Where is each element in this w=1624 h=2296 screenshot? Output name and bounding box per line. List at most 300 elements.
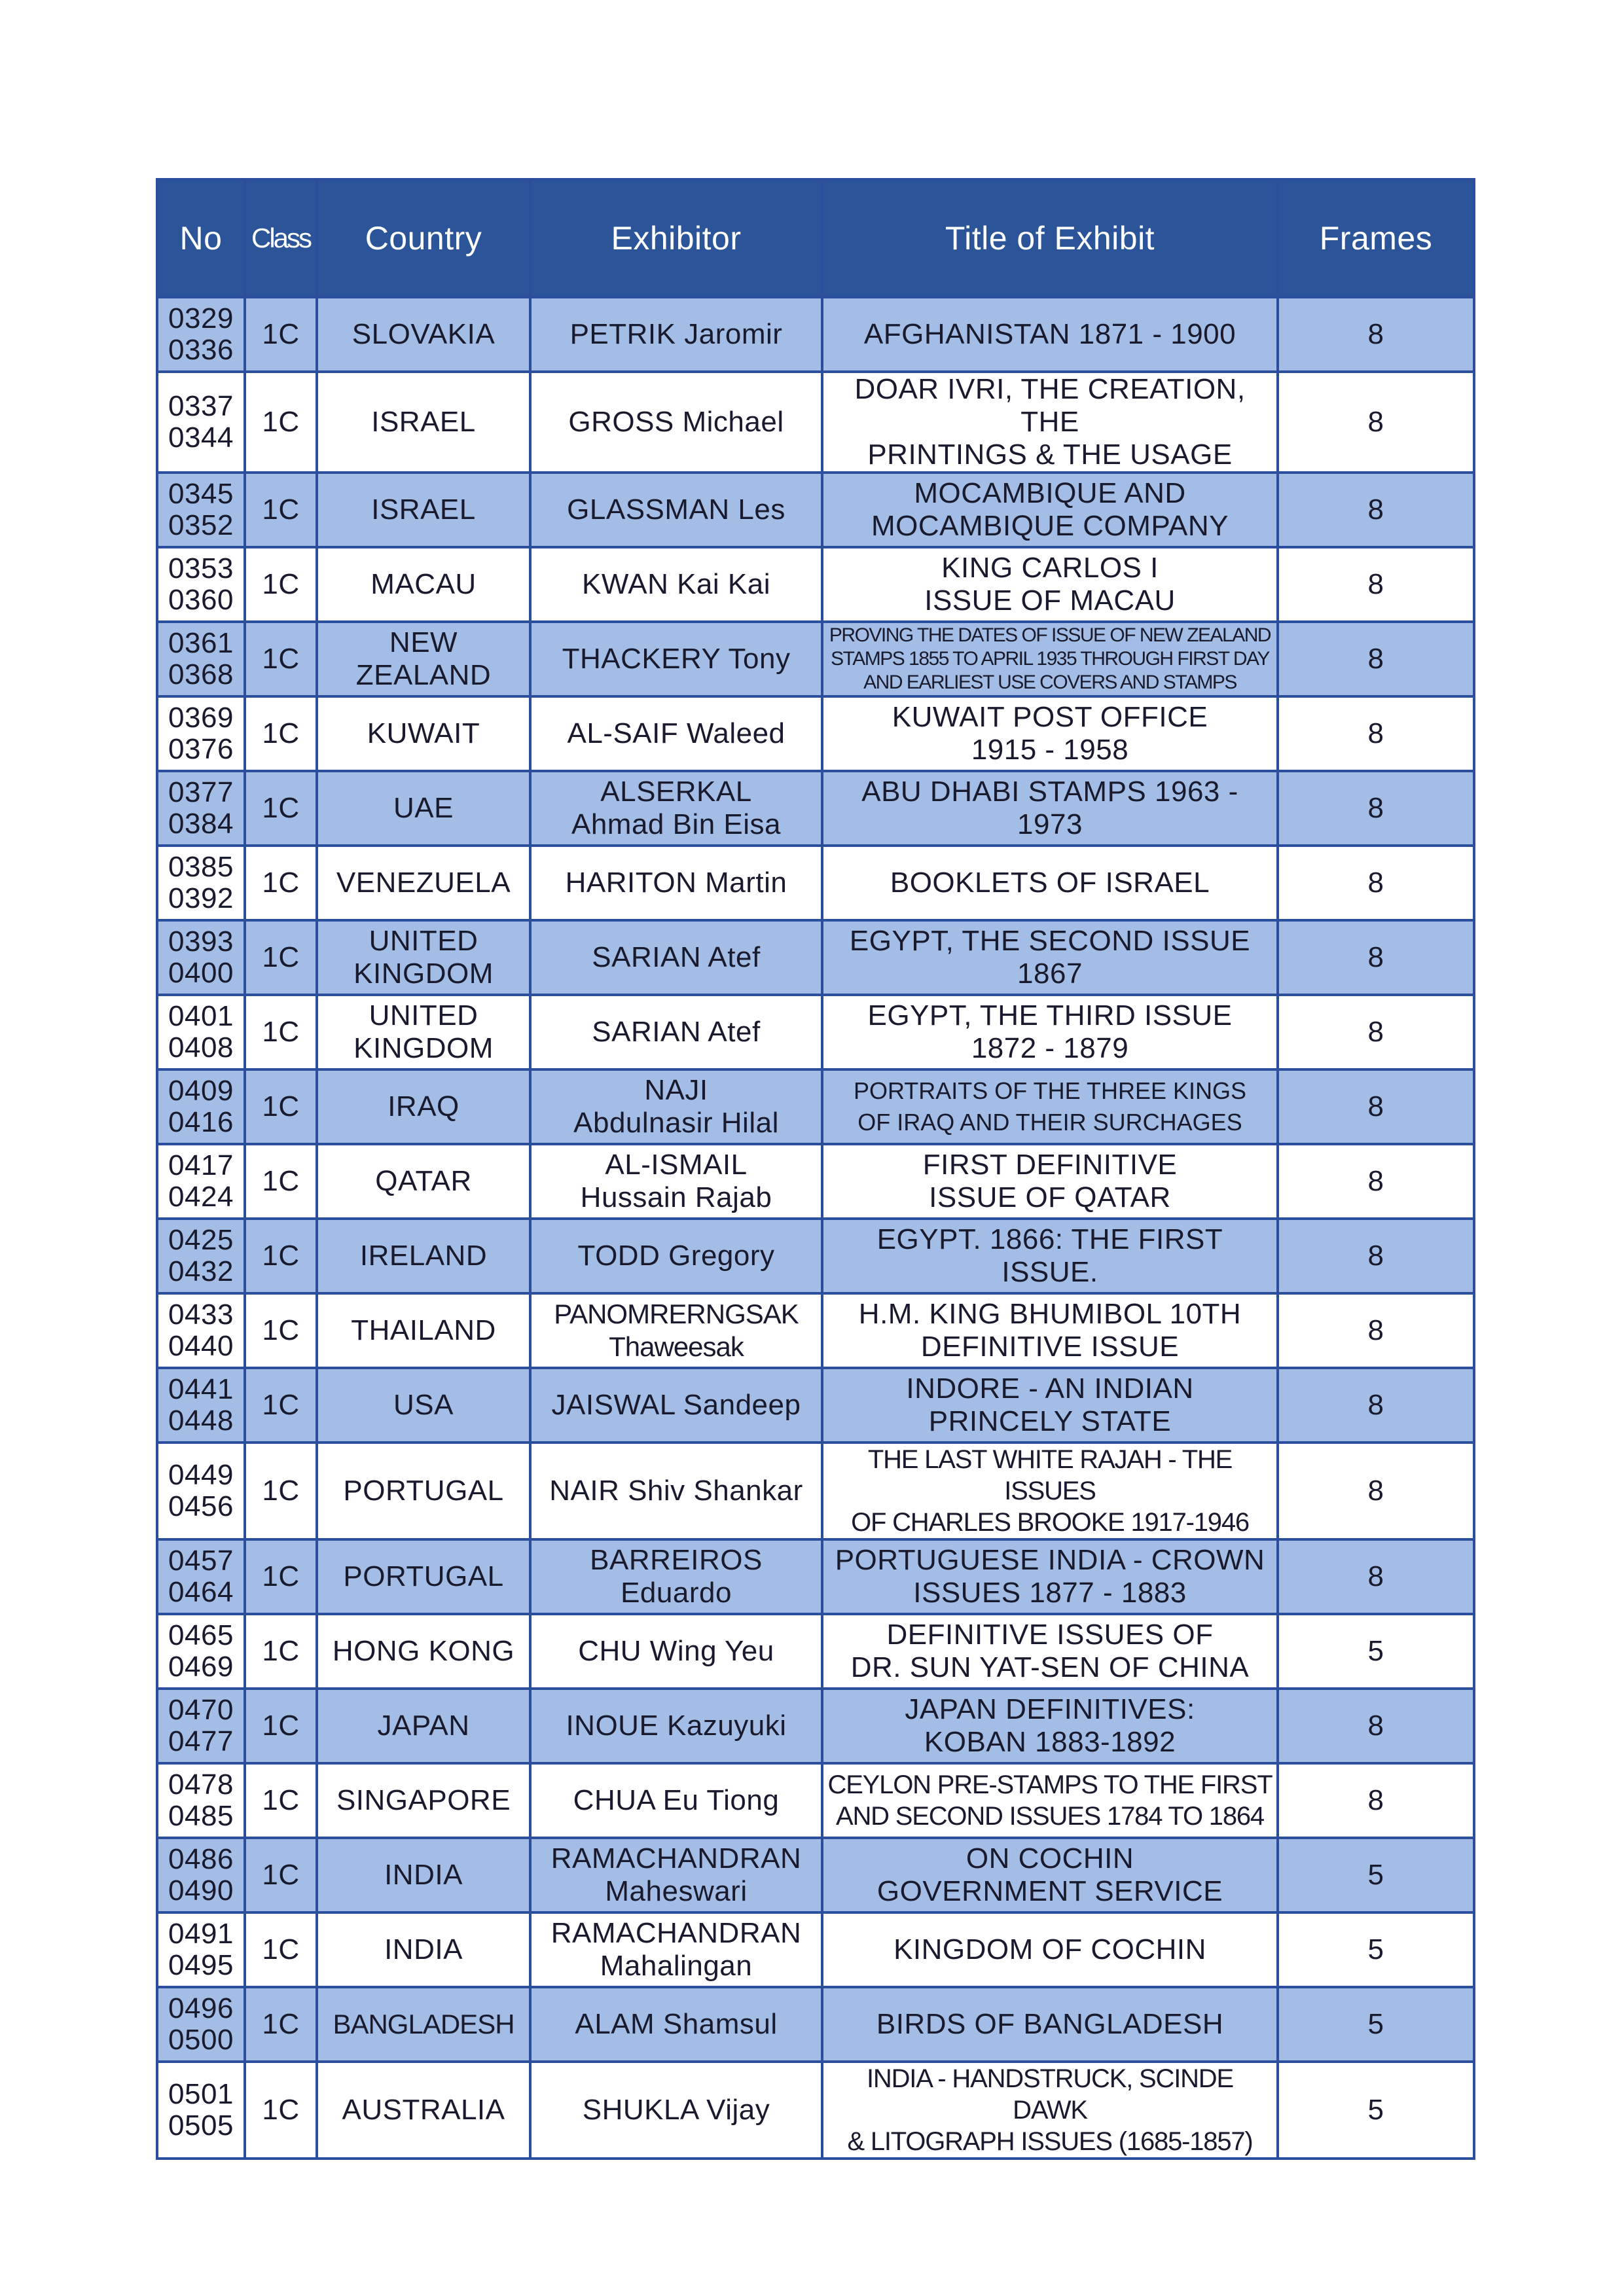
cell-title-line: EGYPT. 1866: THE FIRST ISSUE. [876, 1223, 1223, 1288]
cell-frames: 8 [1278, 1443, 1474, 1539]
cell-country-line: AUSTRALIA [342, 2094, 505, 2126]
exhibit-number: 0456 [168, 1490, 234, 1522]
header-title: Title of Exhibit [822, 179, 1278, 297]
cell-frames: 8 [1278, 1293, 1474, 1368]
cell-title [822, 1539, 1278, 1614]
exhibit-number: 0329 [168, 302, 234, 334]
table-row [157, 1912, 1474, 1987]
cell-class: 1C [245, 622, 317, 696]
table-header [157, 179, 1474, 297]
cell-exhibitor-line: CHUA Eu Tiong [573, 1784, 780, 1816]
cell-title [822, 1144, 1278, 1219]
cell-country [317, 1763, 530, 1838]
cell-country-line: ZEALAND [355, 659, 492, 691]
cell-frames: 8 [1278, 297, 1474, 372]
cell-title [822, 622, 1278, 696]
cell-title-line: BOOKLETS OF ISRAEL [890, 867, 1210, 899]
exhibit-number: 0368 [168, 658, 234, 691]
cell-title [822, 696, 1278, 771]
exhibit-number: 0393 [168, 925, 234, 958]
exhibit-number: 0384 [168, 808, 234, 840]
cell-title-line: DEFINITIVE ISSUE [920, 1331, 1180, 1363]
cell-exhibitor-line: PANOMRERNGSAK [554, 1299, 799, 1329]
cell-country [317, 1987, 530, 2062]
cell-exhibitor-line: GLASSMAN Les [567, 493, 785, 526]
cell-frames: 8 [1278, 1763, 1474, 1838]
cell-title-line: EGYPT, THE THIRD ISSUE [867, 999, 1233, 1031]
cell-class: 1C [245, 1539, 317, 1614]
cell-frames: 5 [1278, 1614, 1474, 1689]
cell-country [317, 473, 530, 547]
exhibit-number: 0448 [168, 1405, 234, 1437]
cell-title-line: STAMPS 1855 TO APRIL 1935 THROUGH FIRST DAY [831, 648, 1269, 670]
cell-country [317, 1838, 530, 1912]
exhibit-table [156, 178, 1475, 2160]
cell-no [157, 1987, 245, 2062]
table-row [157, 547, 1474, 622]
cell-exhibitor-line: Ahmad Bin Eisa [571, 808, 782, 840]
cell-title [822, 1614, 1278, 1689]
exhibit-number: 0385 [168, 851, 234, 883]
cell-no [157, 547, 245, 622]
exhibit-number: 0500 [168, 2024, 234, 2056]
cell-exhibitor-line: NAIR Shiv Shankar [549, 1475, 803, 1507]
cell-exhibitor-line: RAMACHANDRAN [550, 1842, 802, 1874]
cell-title-line: PRINCELY STATE [928, 1405, 1172, 1437]
exhibit-number: 0486 [168, 1843, 234, 1875]
cell-country-line: SLOVAKIA [352, 318, 496, 350]
cell-country-line: KINGDOM [353, 958, 494, 990]
cell-frames: 8 [1278, 696, 1474, 771]
cell-exhibitor [530, 1069, 822, 1144]
cell-exhibitor-line: CHU Wing Yeu [578, 1635, 774, 1667]
exhibit-number: 0491 [168, 1918, 234, 1950]
cell-class: 1C [245, 547, 317, 622]
exhibit-number: 0485 [168, 1800, 234, 1832]
table-row [157, 1614, 1474, 1689]
cell-country-line: PORTUGAL [343, 1475, 504, 1507]
cell-class: 1C [245, 1763, 317, 1838]
exhibit-number: 0449 [168, 1459, 234, 1491]
cell-frames: 5 [1278, 2062, 1474, 2159]
exhibit-number: 0376 [168, 733, 234, 765]
exhibit-number: 0432 [168, 1255, 234, 1287]
cell-exhibitor-line: INOUE Kazuyuki [566, 1710, 787, 1742]
cell-country-line: THAILAND [351, 1314, 496, 1346]
cell-frames: 8 [1278, 622, 1474, 696]
table-row [157, 846, 1474, 920]
cell-country-line: NEW [389, 626, 458, 658]
cell-no [157, 1838, 245, 1912]
cell-title-line: 1915 - 1958 [971, 734, 1129, 766]
cell-country [317, 1144, 530, 1219]
cell-title-line: MOCAMBIQUE COMPANY [871, 510, 1229, 542]
cell-country [317, 2062, 530, 2159]
cell-no [157, 622, 245, 696]
table-row [157, 1539, 1474, 1614]
cell-title [822, 771, 1278, 846]
cell-country-line: UNITED [369, 999, 478, 1031]
cell-exhibitor [530, 1443, 822, 1539]
cell-title [822, 1443, 1278, 1539]
cell-exhibitor-line: KWAN Kai Kai [581, 568, 770, 600]
cell-class: 1C [245, 1219, 317, 1293]
cell-no [157, 1219, 245, 1293]
cell-country-line: MACAU [370, 568, 477, 600]
cell-exhibitor [530, 1219, 822, 1293]
cell-exhibitor [530, 1838, 822, 1912]
header-country: Country [317, 179, 530, 297]
cell-class: 1C [245, 995, 317, 1069]
cell-country-line: KINGDOM [353, 1032, 494, 1064]
cell-title [822, 920, 1278, 995]
cell-no [157, 1368, 245, 1443]
cell-frames: 8 [1278, 846, 1474, 920]
header-exhibitor: Exhibitor [530, 179, 822, 297]
exhibit-number: 0408 [168, 1031, 234, 1064]
cell-title-line: OF IRAQ AND THEIR SURCHAGES [857, 1109, 1242, 1136]
cell-exhibitor [530, 297, 822, 372]
cell-exhibitor-line: AL-SAIF Waleed [567, 717, 785, 749]
cell-title-line: INDORE - AN INDIAN [906, 1372, 1194, 1405]
cell-class: 1C [245, 1614, 317, 1689]
table-row [157, 920, 1474, 995]
cell-title-line: JAPAN DEFINITIVES: [905, 1693, 1195, 1725]
cell-class: 1C [245, 1069, 317, 1144]
exhibit-number: 0416 [168, 1106, 234, 1138]
exhibit-number: 0425 [168, 1224, 234, 1256]
cell-title-line: KOBAN 1883-1892 [924, 1726, 1176, 1758]
cell-frames: 8 [1278, 1689, 1474, 1763]
exhibit-number: 0344 [168, 422, 234, 454]
cell-frames: 8 [1278, 995, 1474, 1069]
cell-title-line: 1872 - 1879 [971, 1032, 1129, 1064]
cell-no [157, 1293, 245, 1368]
cell-no [157, 1912, 245, 1987]
cell-title-line: AND EARLIEST USE COVERS AND STAMPS [863, 672, 1236, 693]
cell-class: 1C [245, 1293, 317, 1368]
cell-class: 1C [245, 846, 317, 920]
cell-exhibitor [530, 696, 822, 771]
exhibit-number: 0401 [168, 1000, 234, 1032]
exhibit-number: 0469 [168, 1651, 234, 1683]
cell-title-line: DOAR IVRI, THE CREATION, THE [854, 373, 1246, 438]
cell-country [317, 1368, 530, 1443]
cell-exhibitor [530, 1614, 822, 1689]
cell-country [317, 1614, 530, 1689]
cell-exhibitor-line: Eduardo [621, 1577, 732, 1609]
table-row [157, 1763, 1474, 1838]
table-row [157, 372, 1474, 473]
cell-country [317, 547, 530, 622]
cell-country-line: JAPAN [377, 1710, 470, 1742]
cell-exhibitor-line: RAMACHANDRAN [550, 1917, 802, 1949]
cell-frames: 5 [1278, 1838, 1474, 1912]
cell-exhibitor [530, 2062, 822, 2159]
table-row [157, 1219, 1474, 1293]
cell-exhibitor-line: GROSS Michael [568, 406, 784, 438]
cell-exhibitor-line: Hussain Rajab [580, 1181, 772, 1213]
cell-title-line: ISSUES 1877 - 1883 [913, 1577, 1187, 1609]
cell-exhibitor [530, 1144, 822, 1219]
cell-no [157, 771, 245, 846]
table-row [157, 622, 1474, 696]
cell-no [157, 995, 245, 1069]
cell-country [317, 1689, 530, 1763]
cell-country [317, 995, 530, 1069]
exhibit-number: 0361 [168, 627, 234, 659]
exhibit-number: 0501 [168, 2078, 234, 2110]
exhibit-number: 0433 [168, 1299, 234, 1331]
cell-no [157, 2062, 245, 2159]
cell-exhibitor-line: BARREIROS [590, 1544, 763, 1576]
cell-country-line: USA [393, 1389, 454, 1421]
cell-country [317, 1293, 530, 1368]
header-row [157, 179, 1474, 297]
cell-title-line: PORTRAITS OF THE THREE KINGS [853, 1077, 1247, 1104]
cell-country [317, 1539, 530, 1614]
cell-title-line: MOCAMBIQUE AND [914, 477, 1186, 509]
cell-exhibitor [530, 1539, 822, 1614]
cell-exhibitor-line: Mahalingan [600, 1950, 753, 1982]
cell-frames: 8 [1278, 372, 1474, 473]
table-row [157, 1069, 1474, 1144]
cell-title-line: ISSUE OF MACAU [924, 584, 1176, 617]
cell-country-line: ISRAEL [371, 406, 476, 438]
cell-class: 1C [245, 473, 317, 547]
cell-exhibitor [530, 1763, 822, 1838]
cell-exhibitor-line: Abdulnasir Hilal [573, 1107, 779, 1139]
cell-title-line: KUWAIT POST OFFICE [892, 701, 1208, 733]
exhibit-number: 0409 [168, 1075, 234, 1107]
cell-exhibitor [530, 372, 822, 473]
cell-title-line: KING CARLOS I [941, 552, 1159, 584]
exhibit-number: 0470 [168, 1694, 234, 1726]
cell-title-line: THE LAST WHITE RAJAH - THE ISSUES [867, 1445, 1233, 1505]
header-class: Class [245, 179, 317, 297]
cell-exhibitor [530, 473, 822, 547]
cell-title-line: DR. SUN YAT-SEN OF CHINA [850, 1651, 1250, 1683]
cell-no [157, 1144, 245, 1219]
exhibit-number: 0441 [168, 1373, 234, 1405]
cell-title-line: & LITOGRAPH ISSUES (1685-1857) [847, 2127, 1253, 2156]
cell-exhibitor [530, 1987, 822, 2062]
cell-frames: 8 [1278, 1069, 1474, 1144]
cell-class: 1C [245, 696, 317, 771]
cell-no [157, 473, 245, 547]
cell-class: 1C [245, 920, 317, 995]
cell-title [822, 1368, 1278, 1443]
cell-exhibitor [530, 771, 822, 846]
cell-country-line: IRAQ [388, 1090, 460, 1122]
exhibit-number: 0505 [168, 2109, 234, 2142]
cell-exhibitor-line: SHUKLA Vijay [582, 2094, 770, 2126]
cell-title-line: AND SECOND ISSUES 1784 TO 1864 [836, 1802, 1264, 1831]
cell-exhibitor [530, 622, 822, 696]
cell-title-line: EGYPT, THE SECOND ISSUE 1867 [849, 925, 1251, 990]
table-row [157, 1689, 1474, 1763]
cell-title [822, 846, 1278, 920]
cell-country [317, 846, 530, 920]
cell-exhibitor-line: HARITON Martin [565, 867, 787, 899]
cell-title-line: ON COCHIN [965, 1842, 1134, 1874]
cell-exhibitor-line: Maheswari [605, 1875, 748, 1907]
cell-title-line: PRINTINGS & THE USAGE [867, 439, 1233, 471]
table-body [157, 297, 1474, 2159]
exhibit-number: 0337 [168, 390, 234, 422]
cell-frames: 8 [1278, 1219, 1474, 1293]
cell-no [157, 920, 245, 995]
cell-country [317, 771, 530, 846]
cell-frames: 8 [1278, 1144, 1474, 1219]
cell-class: 1C [245, 771, 317, 846]
table-row [157, 1838, 1474, 1912]
cell-class: 1C [245, 1689, 317, 1763]
cell-country-line: INDIA [384, 1859, 463, 1891]
cell-country-line: SINGAPORE [336, 1784, 511, 1816]
exhibit-number: 0417 [168, 1149, 234, 1181]
table-row [157, 696, 1474, 771]
cell-country [317, 696, 530, 771]
cell-title-line: PORTUGUESE INDIA - CROWN [835, 1544, 1265, 1576]
cell-class: 1C [245, 2062, 317, 2159]
cell-title-line: INDIA - HANDSTRUCK, SCINDE DAWK [867, 2064, 1233, 2125]
exhibit-number: 0377 [168, 776, 234, 808]
exhibit-number: 0490 [168, 1874, 234, 1907]
cell-title-line: PROVING THE DATES OF ISSUE OF NEW ZEALAND [829, 624, 1271, 646]
table-row [157, 2062, 1474, 2159]
cell-no [157, 696, 245, 771]
cell-title [822, 1838, 1278, 1912]
cell-title [822, 2062, 1278, 2159]
cell-country-line: ISRAEL [371, 493, 476, 526]
cell-class: 1C [245, 1144, 317, 1219]
cell-frames: 8 [1278, 1368, 1474, 1443]
cell-exhibitor-line: JAISWAL Sandeep [551, 1389, 801, 1421]
table-row [157, 297, 1474, 372]
cell-country-line: BANGLADESH [333, 2009, 514, 2039]
exhibit-number: 0360 [168, 584, 234, 616]
cell-title-line: OF CHARLES BROOKE 1917-1946 [851, 1508, 1249, 1537]
exhibit-number: 0400 [168, 957, 234, 989]
cell-frames: 8 [1278, 920, 1474, 995]
cell-exhibitor [530, 1689, 822, 1763]
cell-exhibitor-line: Thaweesak [609, 1331, 744, 1362]
cell-country [317, 372, 530, 473]
exhibit-number: 0457 [168, 1545, 234, 1577]
cell-exhibitor [530, 846, 822, 920]
exhibit-number: 0496 [168, 1992, 234, 2024]
cell-title [822, 372, 1278, 473]
cell-class: 1C [245, 372, 317, 473]
table-row [157, 473, 1474, 547]
cell-title [822, 1219, 1278, 1293]
table-row [157, 995, 1474, 1069]
cell-title-line: H.M. KING BHUMIBOL 10TH [858, 1298, 1242, 1330]
cell-no [157, 297, 245, 372]
cell-country [317, 1443, 530, 1539]
cell-class: 1C [245, 1987, 317, 2062]
cell-exhibitor-line: ALSERKAL [600, 776, 752, 808]
table-row [157, 1368, 1474, 1443]
table-row [157, 771, 1474, 846]
cell-exhibitor [530, 1912, 822, 1987]
cell-exhibitor [530, 920, 822, 995]
cell-title-line: AFGHANISTAN 1871 - 1900 [863, 318, 1236, 350]
cell-country-line: KUWAIT [367, 717, 480, 749]
cell-title [822, 1293, 1278, 1368]
cell-exhibitor-line: AL-ISMAIL [605, 1149, 748, 1181]
cell-title-line: BIRDS OF BANGLADESH [876, 2008, 1224, 2040]
cell-country-line: IRELAND [359, 1240, 488, 1272]
cell-no [157, 1689, 245, 1763]
cell-no [157, 1614, 245, 1689]
cell-title-line: CEYLON PRE-STAMPS TO THE FIRST [827, 1770, 1272, 1799]
exhibit-number: 0477 [168, 1725, 234, 1757]
cell-country-line: VENEZUELA [336, 867, 511, 899]
cell-country-line: INDIA [384, 1933, 463, 1965]
cell-country-line: UAE [393, 792, 454, 824]
cell-country [317, 1069, 530, 1144]
header-frames: Frames [1278, 179, 1474, 297]
table-row [157, 1987, 1474, 2062]
cell-exhibitor-line: THACKERY Tony [562, 643, 791, 675]
cell-class: 1C [245, 297, 317, 372]
cell-country [317, 297, 530, 372]
exhibit-number: 0336 [168, 334, 234, 366]
cell-frames: 8 [1278, 473, 1474, 547]
cell-no [157, 1539, 245, 1614]
exhibit-number: 0478 [168, 1768, 234, 1801]
exhibit-number: 0369 [168, 702, 234, 734]
cell-exhibitor-line: PETRIK Jaromir [569, 318, 783, 350]
cell-frames: 5 [1278, 1987, 1474, 2062]
exhibit-number: 0465 [168, 1619, 234, 1651]
cell-no [157, 1763, 245, 1838]
cell-title [822, 547, 1278, 622]
cell-exhibitor-line: SARIAN Atef [592, 1016, 761, 1048]
table-row [157, 1144, 1474, 1219]
cell-no [157, 1069, 245, 1144]
cell-exhibitor [530, 1368, 822, 1443]
cell-title-line: FIRST DEFINITIVE [922, 1149, 1178, 1181]
cell-title-line: ABU DHABI STAMPS 1963 - 1973 [861, 776, 1238, 840]
exhibit-number: 0424 [168, 1181, 234, 1213]
cell-title [822, 1763, 1278, 1838]
cell-title-line: GOVERNMENT SERVICE [876, 1875, 1223, 1907]
exhibit-number: 0392 [168, 882, 234, 914]
cell-exhibitor-line: ALAM Shamsul [575, 2008, 778, 2040]
exhibit-number: 0352 [168, 509, 234, 541]
cell-title [822, 1987, 1278, 2062]
cell-title [822, 297, 1278, 372]
cell-no [157, 372, 245, 473]
exhibit-number: 0440 [168, 1330, 234, 1362]
cell-country [317, 1219, 530, 1293]
cell-class: 1C [245, 1368, 317, 1443]
cell-title-line: ISSUE OF QATAR [929, 1181, 1171, 1213]
cell-country [317, 622, 530, 696]
cell-country [317, 920, 530, 995]
cell-country-line: PORTUGAL [343, 1560, 504, 1592]
cell-title [822, 1689, 1278, 1763]
cell-title [822, 473, 1278, 547]
cell-frames: 8 [1278, 771, 1474, 846]
exhibit-number: 0345 [168, 478, 234, 510]
cell-exhibitor-line: TODD Gregory [577, 1240, 775, 1272]
table-row [157, 1293, 1474, 1368]
cell-exhibitor [530, 547, 822, 622]
